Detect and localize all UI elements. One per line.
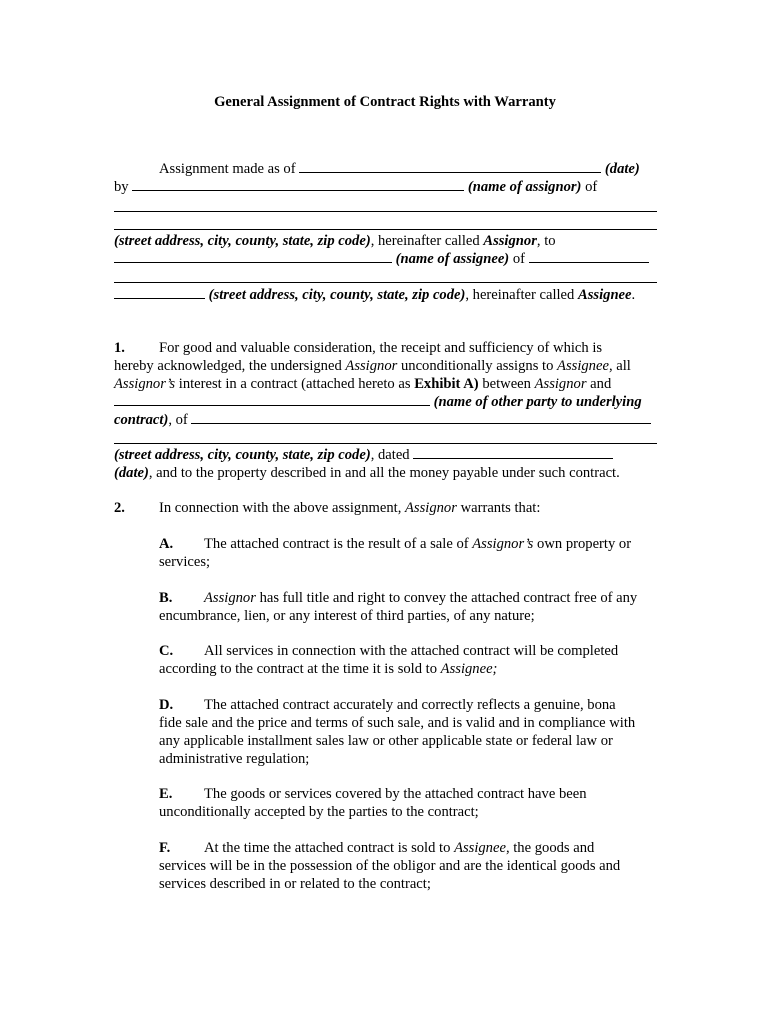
warranty-d-line-1: D. The attached contract accurately and correctly reflects a genuine, bona (159, 697, 616, 713)
intro-line-5: (street address, city, county, state, zip code), hereinafter called Assignee. (114, 286, 659, 304)
warranty-d-line-3: any applicable installment sales law or other applicable state or federal law or (159, 733, 613, 749)
other-party-address-blank-b[interactable] (114, 443, 657, 444)
section1-line-2: hereby acknowledged, the undersigned Assignor unconditionally assigns to Assignee, all (114, 358, 631, 374)
warranty-e-line-1: E. The goods or services covered by the attached contract have been (159, 786, 587, 802)
section1-line-4: (name of other party to underlying (114, 393, 659, 411)
warranty-a-line-2: services; (159, 554, 211, 570)
section1-line-7: (date), and to the property described in and all the money payable under such contract. (114, 465, 620, 481)
warranty-b-line-1: B. Assignor has full title and right to convey the attached contract free of any (159, 590, 638, 606)
warranty-f-line-1: F. At the time the attached contract is sold to Assignee, the goods and (159, 840, 595, 856)
warranty-d-line-2: fide sale and the price and terms of such sale, and is valid and in compliance with (159, 715, 636, 731)
section1-line-5: contract), of (114, 411, 659, 429)
section1-line-3: Assignor’s interest in a contract (attached hereto as Exhibit A) between Assignor and (114, 376, 612, 392)
assignee-address-blank-c[interactable] (114, 286, 205, 299)
assignee-address-blank-a[interactable] (529, 250, 649, 263)
section2-intro: 2. In connection with the above assignment, Assignor warrants that: (114, 500, 541, 516)
assignee-address-blank-b[interactable] (114, 282, 657, 283)
intro-line-2: by (name of assignor) of (114, 179, 598, 195)
date-blank[interactable] (299, 160, 601, 173)
warranty-e-line-2: unconditionally accepted by the parties to the contract; (159, 804, 479, 820)
warranty-c-line-2: according to the contract at the time it is sold to Assignee; (159, 661, 498, 677)
contract-date-blank[interactable] (413, 446, 613, 459)
assignor-address-blank-2[interactable] (114, 229, 657, 230)
other-party-name-blank[interactable] (114, 393, 430, 406)
assignee-name-blank[interactable] (114, 250, 392, 263)
document-title: General Assignment of Contract Rights with Warranty (214, 94, 556, 110)
other-party-address-blank-a[interactable] (191, 411, 651, 424)
assignor-address-blank-1[interactable] (114, 211, 657, 212)
intro-line-4: (name of assignee) of (114, 250, 659, 268)
warranty-b-line-2: encumbrance, lien, or any interest of third parties, of any nature; (159, 608, 535, 624)
intro-line-1: Assignment made as of (date) (159, 161, 640, 177)
warranty-f-line-2: services will be in the possession of the obligor and are the identical goods and (159, 858, 621, 874)
warranty-c-line-1: C. All services in connection with the attached contract will be completed (159, 643, 619, 659)
section1-line-1: 1. For good and valuable consideration, the receipt and sufficiency of which is (114, 340, 603, 356)
warranty-a-line-1: A. The attached contract is the result of a sale of Assignor’s own property or (159, 536, 632, 552)
warranty-f-line-3: services described in or related to the contract; (159, 876, 431, 892)
section1-line-6: (street address, city, county, state, zip code), dated (114, 446, 659, 464)
assignor-name-blank[interactable] (132, 178, 464, 191)
intro-line-3: (street address, city, county, state, zip code), hereinafter called Assignor, to (114, 233, 556, 249)
warranty-d-line-4: administrative regulation; (159, 751, 310, 767)
